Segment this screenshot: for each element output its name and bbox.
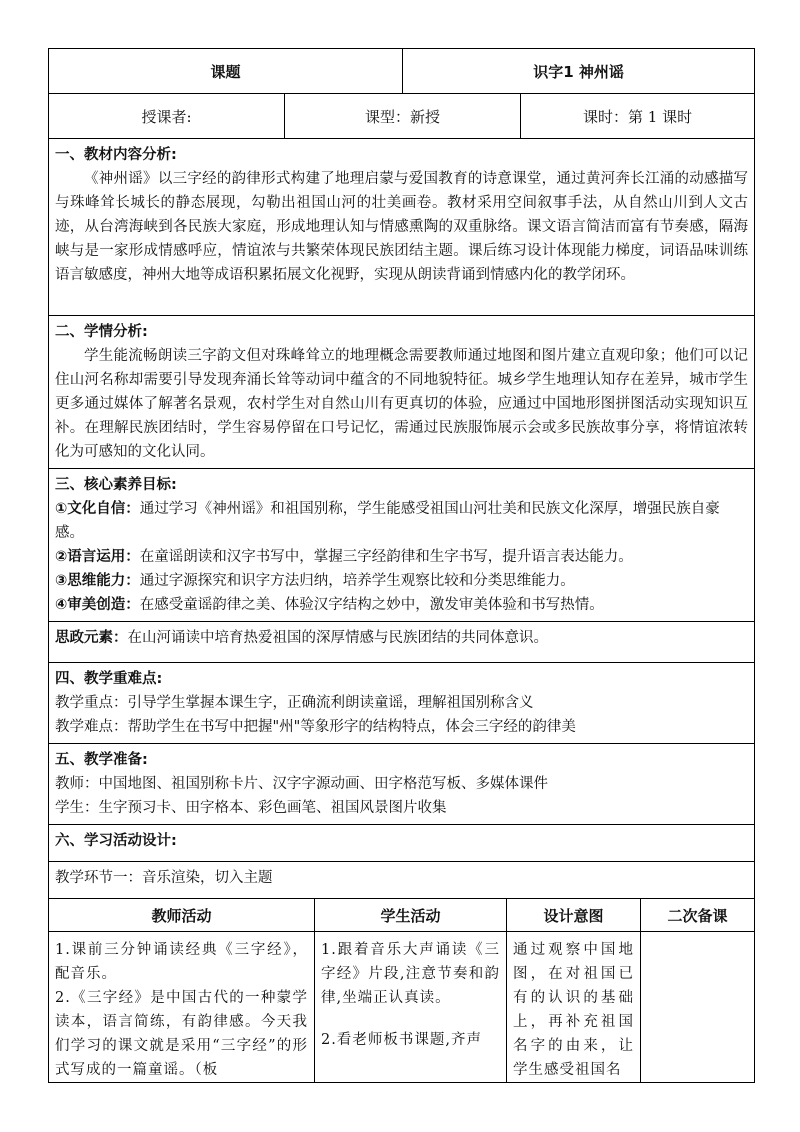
section-body: 《神州谣》以三字经的韵律形式构建了地理启蒙与爱国教育的诗意课堂，通过黄河奔长江涌的动感描写与珠峰耸长城长的静态展现，勾勒出祖国山河的壮美画卷。教材采用空间叙事手法，从自然山川到人文古迹，从台湾海峡到各民族大家庭，形成地理认知与情感熏陶的双重脉络。课文语言简洁而富有节奏感，隔海峡与是一家形成情感呼应，情谊浓与共繁荣体现民族团结主题。课后练习设计体现能力梯度，词语品味训练语言敏感度，神州大地等成语积累拓展文化视野，实现从朗读背诵到情感内化的教学闭环。 <box>55 171 749 283</box>
teacher-activity-cell <box>49 932 315 1083</box>
section-title: 二、学情分析: <box>55 324 148 340</box>
section-title: 一、教材内容分析: <box>55 147 177 163</box>
section-key-points <box>49 663 755 744</box>
topic-row <box>49 49 755 94</box>
ideology-label: 思政元素： <box>55 630 128 646</box>
goal-label: ④审美创造： <box>55 597 140 613</box>
column-header: 二次备课 <box>641 899 755 932</box>
student-activity-cell <box>315 932 507 1083</box>
activity-table <box>48 898 755 1083</box>
goal-label: ①文化自信： <box>55 501 140 517</box>
column-header: 教师活动 <box>49 899 315 932</box>
section-title: 四、教学重难点: <box>55 671 163 687</box>
student-prep: 学生：生字预习卡、田字格本、彩色画笔、祖国风景图片收集 <box>55 800 447 816</box>
section-title: 五、教学准备: <box>55 752 148 768</box>
key-point: 教学重点：引导学生掌握本课生字，正确流利朗读童谣，理解祖国别称含义 <box>55 695 534 711</box>
design-intent-cell <box>507 932 641 1083</box>
activity-step-row <box>49 862 755 899</box>
student-activity-item: 2.看老师板书课题,齐声 <box>321 1032 482 1048</box>
activity-step: 教学环节一：音乐渲染，切入主题 <box>55 870 273 886</box>
section-student-analysis <box>49 316 755 469</box>
teacher-activity-item: 2.《三字经》是中国古代的一种蒙学读本，语言简练，有韵律感。今天我们学习的课文就是采用“三字经”的形式写成的一篇童谣。（板 <box>55 990 308 1078</box>
goal-text: 在感受童谣韵律之美、体验汉字结构之妙中，激发审美体验和书写热情。 <box>139 597 604 613</box>
column-header: 设计意图 <box>507 899 641 932</box>
teacher-cell: 授课者: <box>49 94 285 139</box>
goal-item <box>55 497 748 545</box>
lesson-plan-table <box>48 48 755 899</box>
ideology-text: 在山河诵读中培育热爱祖国的深厚情感与民族团结的共同体意识。 <box>127 630 548 646</box>
goal-text: 通过学习《神州谣》和祖国别称，学生能感受祖国山河壮美和民族文化深厚，增强民族自豪感。 <box>55 501 720 541</box>
student-activity-item: 1.跟着音乐大声诵读《三字经》片段,注意节奏和韵律,坐端正认真读。 <box>321 942 500 1006</box>
activity-header-row <box>49 899 755 932</box>
goal-item <box>55 593 748 617</box>
teacher-activity-item: 1.课前三分钟诵读经典《三字经》，配音乐。 <box>55 942 308 982</box>
section-title: 六、学习活动设计: <box>55 833 177 849</box>
section-preparation <box>49 744 755 825</box>
goal-item <box>55 545 748 569</box>
second-prep-cell[interactable] <box>641 932 755 1083</box>
section-title: 三、核心素养目标: <box>55 477 177 493</box>
section-activity-design <box>49 825 755 862</box>
goal-item <box>55 569 748 593</box>
topic-title: 识字1 神州谣 <box>403 49 755 94</box>
lesson-plan-page <box>48 48 754 1083</box>
topic-label: 课题 <box>49 49 403 94</box>
design-intent-text: 通过观察中国地图，在对祖国已有的认识的基础上，再补充祖国名字的由来，让学生感受祖国名 <box>513 942 634 1078</box>
column-header: 学生活动 <box>315 899 507 932</box>
section-body: 学生能流畅朗读三字韵文但对珠峰耸立的地理概念需要教师通过地图和图片建立直观印象；他们可以记住山河名称却需要引导发现奔涌长耸等动词中蕴含的不同地貌特征。城乡学生地理认知存在差异，城市学生更多通过媒体了解著名景观，农村学生对自然山川有更真切的体验，应通过中国地形图拼图活动实现知识互补。在理解民族团结时，学生容易停留在口号记忆，需通过民族服饰展示会或多民族故事分享，将情谊浓转化为可感知的文化认同。 <box>55 348 749 460</box>
section-material-analysis <box>49 139 755 316</box>
goal-label: ③思维能力： <box>55 573 140 589</box>
difficult-point: 教学难点：帮助学生在书写中把握"州"等象形字的结构特点，体会三字经的韵律美 <box>55 719 576 735</box>
section-core-goals <box>49 469 755 622</box>
section-ideology <box>49 622 755 663</box>
lesson-type-cell: 课型：新授 <box>285 94 521 139</box>
goal-text: 通过字源探究和识字方法归纳，培养学生观察比较和分类思维能力。 <box>139 573 575 589</box>
goal-text: 在童谣朗读和汉字书写中，掌握三字经韵律和生字书写，提升语言表达能力。 <box>139 549 633 565</box>
lesson-time-cell: 课时：第 1 课时 <box>521 94 755 139</box>
goal-label: ②语言运用： <box>55 549 140 565</box>
meta-row <box>49 94 755 139</box>
activity-body-row <box>49 932 755 1083</box>
teacher-prep: 教师：中国地图、祖国别称卡片、汉字字源动画、田字格范写板、多媒体课件 <box>55 776 548 792</box>
